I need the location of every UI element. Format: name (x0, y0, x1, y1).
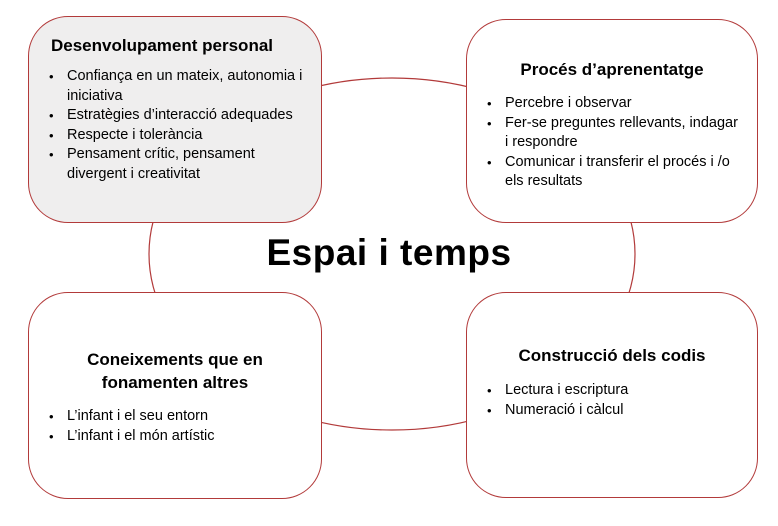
list-item: • Comunicar i transferir el procés i /o els resultats (485, 153, 739, 192)
codes-construction-box (466, 292, 758, 498)
list-item: • Lectura i escriptura (485, 381, 739, 401)
list-item: • Respecte i tolerància (47, 126, 303, 146)
list-item: • Confiança en un mateix, autonomia i iniciativa (47, 67, 303, 106)
personal-development-box (28, 16, 322, 223)
list-item: • Percebre i observar (485, 94, 739, 114)
box-title: Construcció dels codis (518, 346, 706, 365)
bullet-list (485, 381, 739, 420)
list-item: • Numeració i càlcul (485, 401, 739, 421)
box-title: Coneixements que en fonamenten altres (87, 350, 263, 392)
foundational-knowledge-box (28, 292, 322, 499)
list-item: • L’infant i el món artístic (47, 427, 303, 447)
box-title: Desenvolupament personal (51, 36, 274, 55)
bullet-list (47, 67, 303, 184)
list-item: • Fer-se preguntes rellevants, indagar i respondre (485, 114, 739, 153)
list-item: • L’infant i el seu entorn (47, 407, 303, 427)
learning-process-box (466, 19, 758, 223)
center-title: Espai i temps (266, 232, 512, 273)
bullet-list (47, 407, 303, 446)
list-item: • Pensament crític, pensament divergent i creativitat (47, 145, 303, 184)
box-title: Procés d’aprenentatge (520, 60, 704, 79)
bullet-list (485, 94, 739, 192)
list-item: • Estratègies d’interacció adequades (47, 106, 303, 126)
